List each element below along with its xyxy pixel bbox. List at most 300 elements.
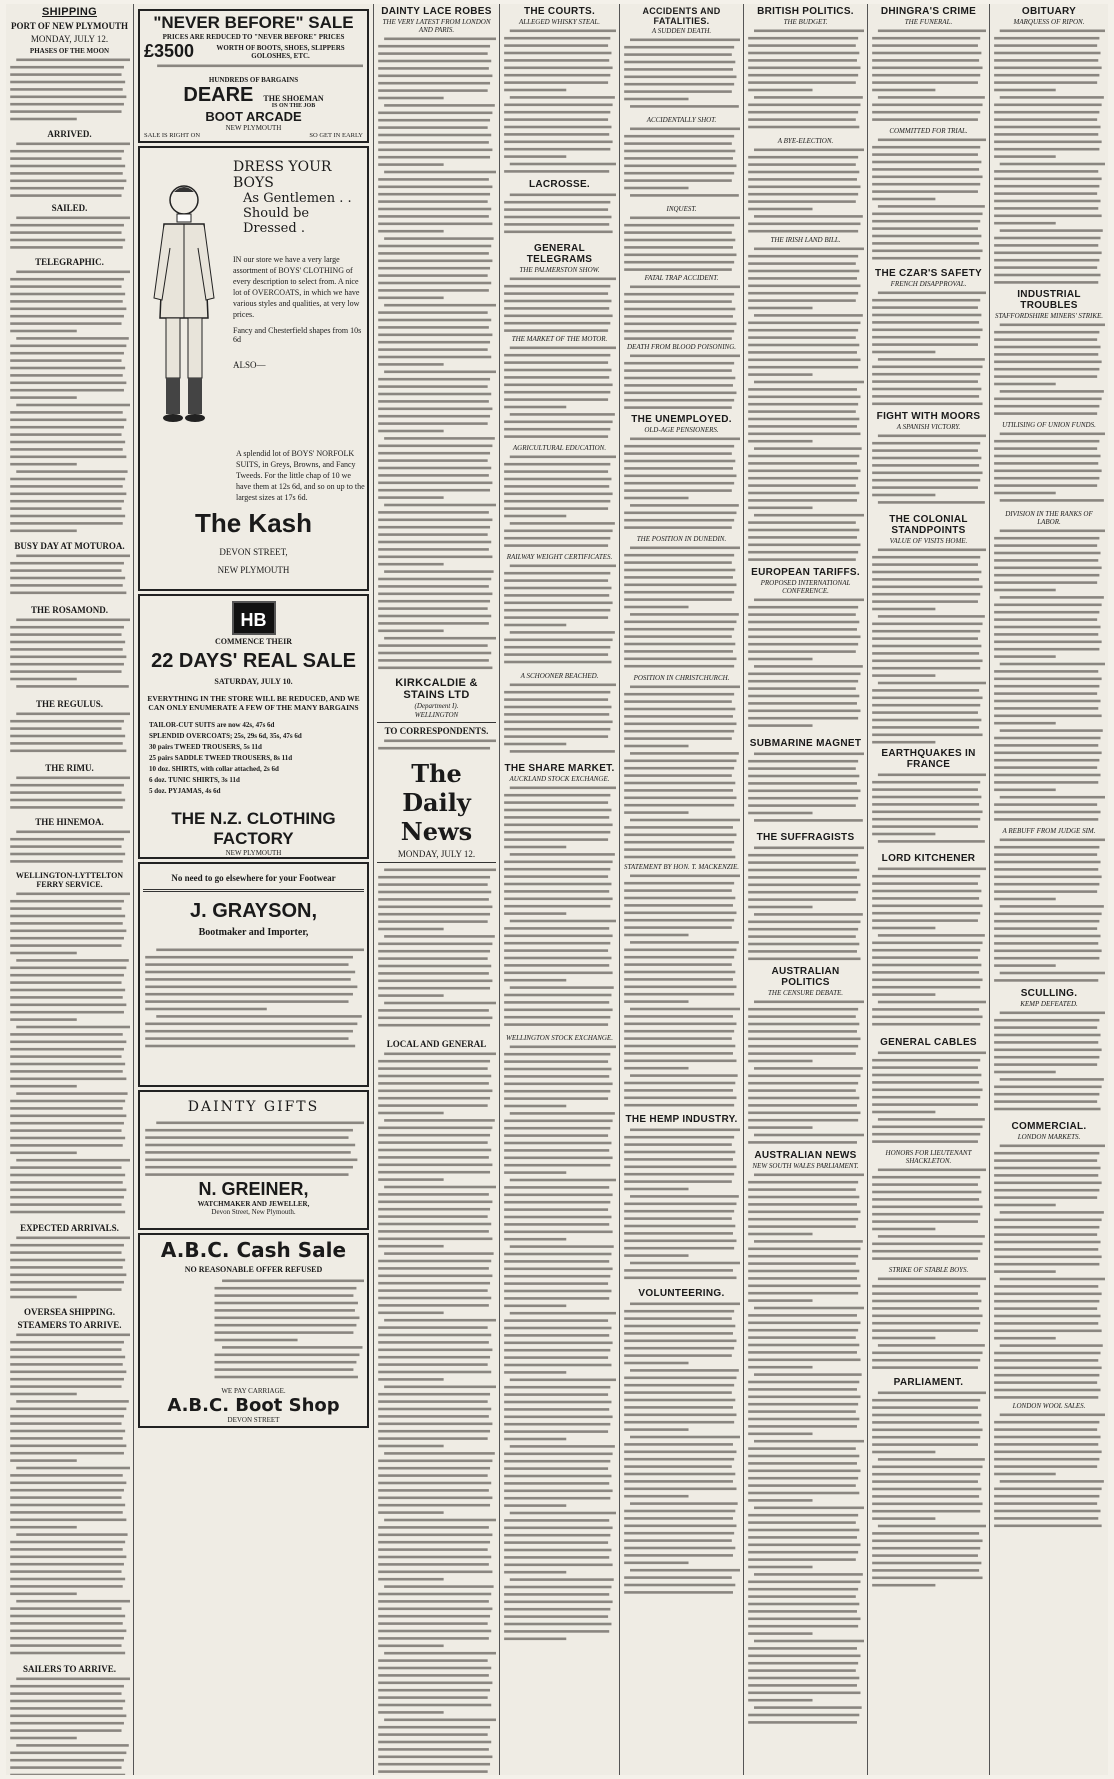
text-line [16, 555, 130, 558]
stable-boys-heading: STRIKE OF STABLE BOYS. [888, 1266, 969, 1274]
text-line [624, 1399, 735, 1402]
lacrosse-text [503, 191, 616, 241]
text-line [504, 602, 612, 605]
text-line [748, 1492, 859, 1495]
text-line [994, 1517, 1098, 1520]
text-line [624, 1082, 735, 1085]
text-line [748, 558, 856, 561]
text-line [10, 1644, 121, 1647]
text-line [378, 289, 489, 292]
text-line [504, 1423, 610, 1426]
text-line [504, 927, 609, 930]
text-line [624, 774, 732, 777]
text-line [10, 989, 125, 992]
text-line [748, 551, 858, 554]
text-line [10, 441, 125, 444]
text-line [624, 1362, 688, 1365]
railway-heading: RAILWAY WEIGHT CERTIFICATES. [506, 553, 613, 561]
text-line [215, 1331, 354, 1334]
text-line [748, 1388, 857, 1391]
text-line [10, 1578, 125, 1581]
text-line [748, 695, 859, 698]
text-line [624, 150, 735, 153]
text-lines [9, 1675, 130, 1775]
text-line [748, 1536, 857, 1539]
text-line [994, 744, 1098, 747]
text-line [504, 1608, 610, 1611]
text-line [878, 1458, 985, 1461]
text-line [754, 30, 864, 33]
european-tariffs-heading: EUROPEAN TARIFFS. [751, 567, 860, 578]
text-line [748, 89, 812, 92]
text-line [872, 1126, 982, 1129]
text-line [994, 361, 1102, 364]
column-advertisements [134, 4, 374, 1775]
submarine-text [747, 750, 864, 830]
text-line [872, 882, 978, 885]
text-line [10, 463, 77, 466]
text-line [16, 685, 129, 688]
text-line [994, 552, 1100, 555]
text-line [16, 217, 130, 220]
text-line [10, 1018, 77, 1021]
text-line [215, 1309, 355, 1312]
text-line [504, 1282, 608, 1285]
text-line [378, 1112, 443, 1115]
text-line [504, 713, 609, 716]
text-line [1000, 663, 1105, 666]
text-lines [993, 321, 1105, 421]
kirkcaldie-town: WELLINGTON [414, 711, 459, 719]
text-line [624, 606, 688, 609]
text-line [624, 1067, 688, 1070]
text-line [994, 737, 1100, 740]
text-line [504, 868, 610, 871]
text-line [748, 171, 859, 174]
text-line [748, 958, 860, 961]
kirkcaldie-name: KIRKCALDIE & STAINS LTD [395, 677, 478, 701]
text-line [624, 406, 732, 409]
text-line [994, 281, 1098, 284]
text-line [10, 1474, 123, 1477]
text-line [624, 856, 735, 859]
text-line [872, 796, 981, 799]
text-line [16, 1678, 130, 1681]
text-lines [503, 275, 616, 335]
text-lines [503, 344, 616, 444]
text-line [748, 1218, 858, 1221]
text-line [748, 1669, 856, 1672]
text-line [624, 467, 733, 470]
text-line [10, 530, 77, 533]
text-line [378, 1009, 489, 1012]
text-line [504, 537, 610, 540]
volunteering-text [623, 1300, 740, 1600]
text-line [10, 1122, 124, 1125]
text-line [748, 200, 856, 203]
text-line [624, 591, 734, 594]
text-line [10, 633, 121, 636]
text-line [754, 149, 864, 152]
irish-land-text [747, 245, 864, 565]
dunedin-heading: THE POSITION IN DUNEDIN. [636, 535, 727, 543]
text-line [10, 456, 126, 459]
censure-heading: THE CENSURE DEBATE. [768, 989, 843, 997]
text-line [748, 307, 812, 310]
text-line [872, 1074, 981, 1077]
text-line [748, 1484, 856, 1487]
text-line [994, 133, 1098, 136]
text-line [994, 641, 1102, 644]
text-line [624, 926, 732, 929]
text-line [504, 398, 608, 401]
text-line [378, 1378, 443, 1381]
text-line [748, 1477, 858, 1480]
text-line [748, 1023, 859, 1026]
text-line [378, 593, 492, 596]
text-line [748, 388, 857, 391]
text-line [378, 1733, 487, 1736]
text-line [10, 1445, 126, 1448]
suffragists-heading: THE SUFFRAGISTS [756, 832, 855, 843]
tide-table [9, 56, 130, 126]
text-lines [9, 616, 130, 696]
text-line [872, 213, 982, 216]
london-markets-text [993, 1142, 1105, 1402]
text-line [10, 1129, 121, 1132]
share-market-heading: THE SHARE MARKET. [504, 763, 615, 774]
text-line [10, 1115, 126, 1118]
text-line [378, 1482, 491, 1485]
text-line [378, 883, 487, 886]
text-line [754, 1573, 863, 1576]
text-line [872, 1250, 980, 1253]
text-line [994, 1421, 1099, 1424]
text-line [630, 752, 739, 755]
text-line [504, 831, 610, 834]
text-line [630, 819, 740, 822]
text-line [10, 81, 125, 84]
text-line [624, 1030, 734, 1033]
text-line [630, 128, 740, 131]
text-line [872, 1443, 978, 1446]
text-line [994, 111, 1099, 114]
text-line [748, 230, 858, 233]
text-line [624, 1414, 736, 1417]
text-line [504, 1453, 612, 1456]
clothing-item: 30 pairs TWEED TROUSERS, 5s 11d [149, 743, 262, 751]
text-line [378, 578, 491, 581]
text-line [504, 1327, 611, 1330]
ferry-heading: WELLINGTON-LYTTELTON FERRY SERVICE. [15, 871, 124, 889]
text-line [378, 489, 490, 492]
text-line [624, 489, 732, 492]
text-line [624, 231, 732, 234]
text-line [624, 1495, 688, 1498]
text-line [378, 311, 487, 314]
text-line [10, 967, 126, 970]
text-line [994, 648, 1099, 651]
text-lines [623, 36, 740, 116]
text-line [10, 315, 124, 318]
text-line [748, 636, 860, 639]
text-line [624, 1547, 735, 1550]
text-line [1000, 839, 1105, 842]
text-line [872, 660, 982, 663]
agri-heading: AGRICULTURAL EDUCATION. [512, 444, 607, 452]
text-line [10, 1685, 124, 1688]
text-line [504, 530, 612, 533]
text-line [378, 1134, 490, 1137]
text-line [504, 661, 611, 664]
text-lines [213, 1277, 364, 1387]
text-line [504, 1638, 566, 1641]
text-line [994, 1026, 1097, 1029]
text-line [624, 1225, 735, 1228]
text-line [748, 1588, 858, 1591]
text-line [145, 993, 353, 996]
rimu-heading: THE RIMU. [45, 763, 94, 773]
text-line [378, 987, 490, 990]
ad-deare-job: IS ON THE JOB [271, 103, 316, 109]
text-line [994, 1256, 1102, 1259]
text-line [994, 1510, 1100, 1513]
masthead: The Daily News [400, 759, 473, 846]
text-line [872, 395, 979, 398]
text-line [504, 587, 611, 590]
text-line [378, 126, 487, 129]
text-line [872, 890, 981, 893]
text-line [624, 362, 734, 365]
text-line [878, 205, 985, 208]
text-line [748, 1188, 856, 1191]
text-line [624, 1406, 733, 1409]
text-line [624, 53, 732, 56]
text-line [630, 1569, 740, 1572]
abc-name2: A.B.C. Boot Shop [167, 1395, 340, 1416]
text-line [10, 1459, 77, 1462]
text-line [748, 782, 857, 785]
text-line [754, 1373, 862, 1376]
ripon-text [993, 27, 1105, 287]
text-line [504, 1356, 608, 1359]
text-line [10, 330, 77, 333]
text-line [994, 59, 1098, 62]
text-line [378, 1349, 492, 1352]
text-line [748, 67, 860, 70]
text-line [748, 156, 858, 159]
budget-heading: THE BUDGET. [783, 18, 828, 26]
text-line [504, 1060, 608, 1063]
sailed-heading: SAILED. [51, 203, 88, 213]
text-line [624, 919, 734, 922]
shot-text [623, 125, 740, 205]
text-line [10, 1652, 125, 1655]
text-line [504, 118, 608, 121]
text-line [16, 271, 130, 274]
text-line [748, 344, 859, 347]
text-line [504, 1216, 611, 1219]
text-line [748, 277, 857, 280]
text-line [504, 216, 611, 219]
text-line [504, 421, 612, 424]
text-line [378, 600, 490, 603]
text-line [624, 934, 688, 937]
text-line [748, 1299, 812, 1302]
text-line [504, 1268, 612, 1271]
text-line [504, 44, 608, 47]
text-line [504, 579, 608, 582]
text-line [872, 1352, 982, 1355]
text-line [994, 1381, 1097, 1384]
lace-robes-heading: DAINTY LACE ROBES [381, 6, 492, 17]
text-line [872, 905, 982, 908]
text-line [378, 1674, 489, 1677]
text-line [872, 556, 980, 559]
text-line [504, 1586, 611, 1589]
text-line [748, 1647, 857, 1650]
funeral-heading: THE FUNERAL. [904, 18, 953, 26]
text-line [754, 381, 864, 384]
text-line [384, 504, 496, 507]
text-line [10, 308, 126, 311]
text-line [1000, 324, 1105, 327]
text-line [10, 1707, 123, 1710]
text-line [215, 1324, 357, 1327]
text-line [994, 774, 1100, 777]
text-line [748, 1329, 858, 1332]
auckland-exchange-heading: AUCKLAND STOCK EXCHANGE. [509, 775, 610, 783]
text-line [378, 1223, 491, 1226]
text-line [1000, 1078, 1104, 1081]
text-line [10, 1692, 121, 1695]
text-line [504, 949, 608, 952]
text-line [378, 1504, 490, 1507]
text-line [10, 1393, 77, 1396]
text-line [384, 1252, 493, 1255]
text-lines [143, 946, 364, 1056]
text-line [872, 74, 980, 77]
text-line [994, 803, 1097, 806]
text-line [748, 1632, 812, 1635]
text-line [10, 1356, 125, 1359]
text-line [872, 1503, 982, 1506]
text-line [378, 178, 489, 181]
text-line [378, 1415, 489, 1418]
text-line [748, 492, 859, 495]
text-line [378, 1267, 489, 1270]
text-line [748, 621, 859, 624]
text-line [872, 1300, 981, 1303]
text-line [624, 993, 734, 996]
text-line [994, 618, 1097, 621]
text-line [872, 329, 982, 332]
text-line [10, 231, 121, 234]
text-line [504, 1460, 610, 1463]
text-line [748, 1403, 858, 1406]
text-line [748, 650, 856, 653]
text-lines [993, 1142, 1105, 1402]
text-line [145, 956, 353, 959]
text-line [872, 1257, 978, 1260]
text-lines [747, 1171, 864, 1731]
text-line [994, 1182, 1102, 1185]
text-lines [143, 1119, 364, 1179]
text-line [994, 1056, 1099, 1059]
text-line [504, 1149, 609, 1152]
text-line [624, 1254, 688, 1257]
text-lines [503, 562, 616, 672]
text-line [624, 1052, 733, 1055]
text-line [872, 1198, 979, 1201]
text-line [378, 920, 487, 923]
text-line [10, 900, 124, 903]
text-line [378, 378, 490, 381]
text-line [624, 399, 734, 402]
text-line [504, 1238, 566, 1241]
regulus-heading: THE REGULUS. [35, 699, 104, 709]
text-line [504, 1601, 612, 1604]
text-line [872, 1577, 982, 1580]
ad-never-before-line3: HUNDREDS OF BARGAINS [208, 76, 299, 84]
text-line [994, 346, 1100, 349]
ferry-text [9, 890, 130, 1220]
text-line [10, 73, 121, 76]
text-line [10, 1752, 126, 1755]
text-line [624, 135, 734, 138]
text-line [872, 586, 982, 589]
text-line [10, 478, 125, 481]
text-line [748, 499, 857, 502]
text-line [504, 1438, 566, 1441]
australian-news-heading: AUSTRALIAN NEWS [754, 1150, 857, 1161]
text-line [378, 1356, 490, 1359]
text-line [878, 1392, 986, 1395]
text-line [504, 1541, 608, 1544]
text-line [16, 404, 130, 407]
text-line [994, 81, 1097, 84]
text-line [10, 1385, 121, 1388]
text-line [994, 170, 1098, 173]
text-line [872, 1191, 981, 1194]
text-line [624, 767, 734, 770]
text-line [504, 1142, 611, 1145]
text-line [10, 1496, 121, 1499]
text-line [10, 1563, 124, 1566]
text-line [994, 215, 1102, 218]
text-line [994, 1285, 1098, 1288]
text-line [994, 1041, 1098, 1044]
text-line [10, 1408, 126, 1411]
text-line [378, 928, 443, 931]
spanish-victory-heading: A SPANISH VICTORY. [896, 423, 961, 431]
text-line [872, 176, 982, 179]
text-line [872, 623, 982, 626]
text-line [748, 1692, 860, 1695]
text-line [872, 833, 935, 836]
text-line [872, 59, 979, 62]
text-line [872, 927, 935, 930]
text-line [504, 653, 608, 656]
text-line [748, 1038, 860, 1041]
text-line [872, 52, 981, 55]
text-line [16, 1400, 129, 1403]
text-line [878, 1344, 985, 1347]
text-line [630, 1074, 738, 1077]
text-line [504, 376, 609, 379]
text-line [624, 1015, 733, 1018]
text-line [10, 915, 125, 918]
